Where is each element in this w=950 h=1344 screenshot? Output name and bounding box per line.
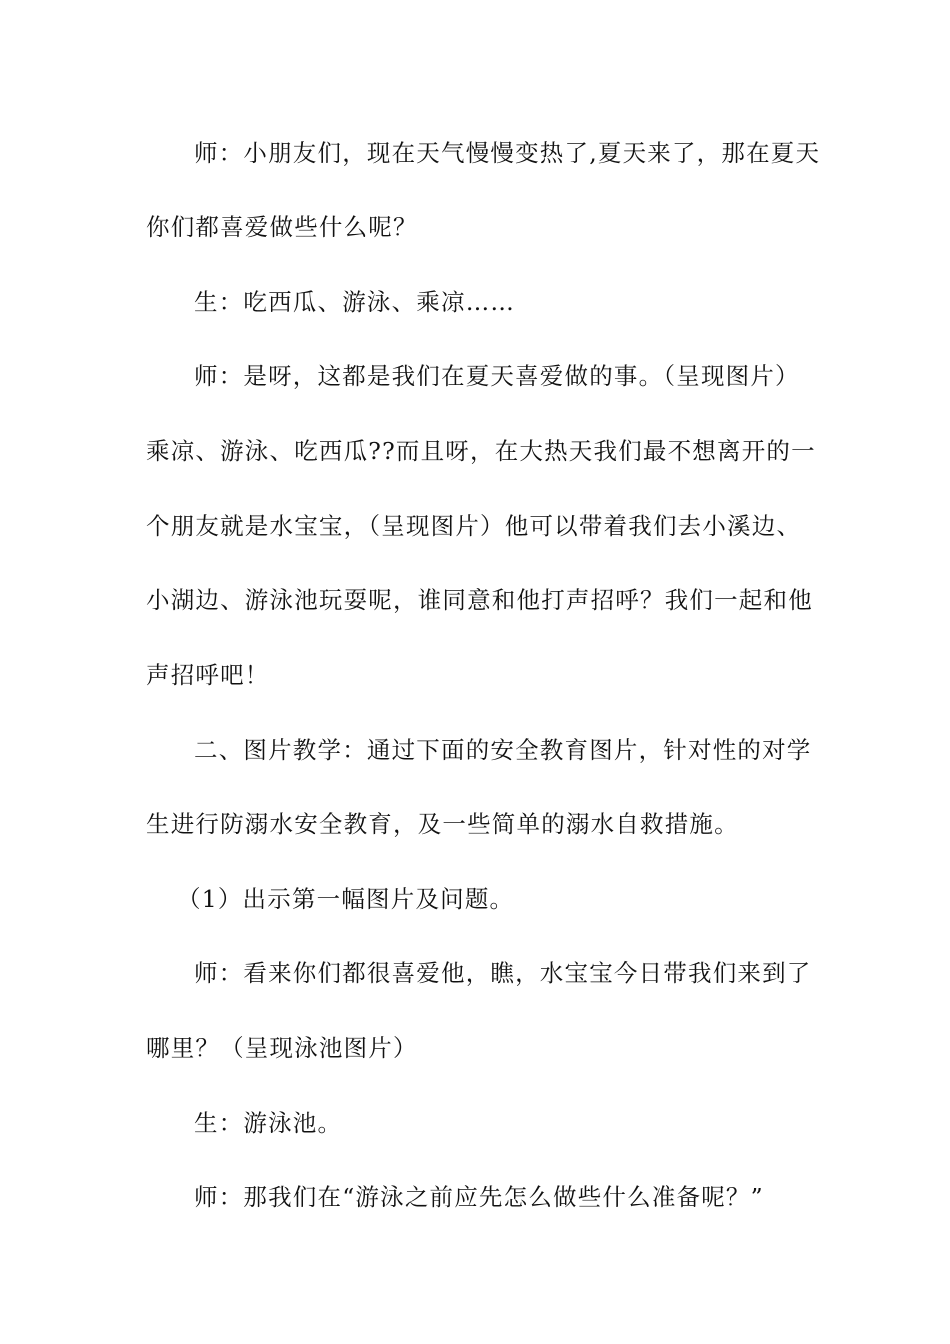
paragraph-line: 你们都喜爱做些什么呢？ xyxy=(146,213,418,241)
paragraph-line: 小湖边、游泳池玩耍呢，谁同意和他打声招呼？我们一起和他 xyxy=(146,586,813,614)
paragraph-line: 师：看来你们都很喜爱他，瞧，水宝宝今日带我们来到了 xyxy=(194,959,812,987)
paragraph-line: 乘凉、游泳、吃西瓜??而且呀，在大热天我们最不想离开的一 xyxy=(146,437,816,465)
paragraph-line: 哪里？（呈现泳池图片） xyxy=(146,1034,418,1062)
paragraph-line: （1）出示第一幅图片及问题。 xyxy=(177,885,515,913)
paragraph-line: 生进行防溺水安全教育，及一些简单的溺水自救措施。 xyxy=(146,810,739,838)
paragraph-line: 师：是呀，这都是我们在夏天喜爱做的事。（呈现图片） xyxy=(194,362,800,390)
paragraph-line: 二、图片教学：通过下面的安全教育图片，针对性的对学 xyxy=(194,736,812,764)
paragraph-line: 生：游泳池。 xyxy=(194,1109,343,1137)
paragraph-line: 师：那我们在“游泳之前应先怎么做些什么准备呢？” xyxy=(194,1183,764,1211)
paragraph-line: 生：吃西瓜、游泳、乘凉…… xyxy=(194,288,516,316)
paragraph-line: 师：小朋友们，现在天气慢慢变热了,夏天来了，那在夏天 xyxy=(194,139,821,167)
paragraph-line: 个朋友就是水宝宝，（呈现图片）他可以带着我们去小溪边、 xyxy=(146,512,802,540)
paragraph-line: 声招呼吧！ xyxy=(146,661,270,689)
